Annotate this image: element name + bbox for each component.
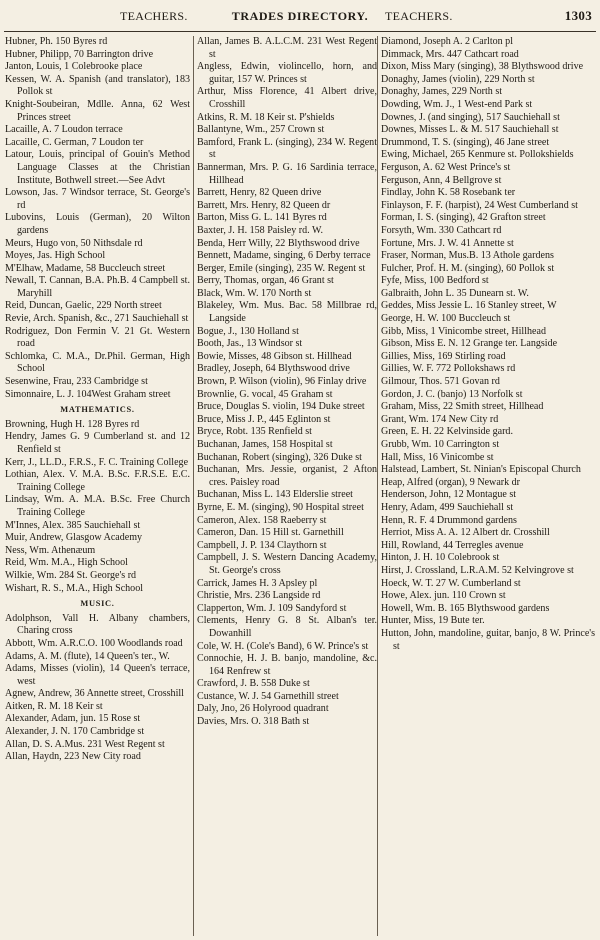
- directory-entry: Davies, Mrs. O. 318 Bath st: [197, 716, 310, 728]
- directory-entry: Donaghy, James (violin), 229 North st: [381, 73, 535, 85]
- directory-entry: Bruce, Miss J. P., 445 Eglinton st: [197, 413, 331, 425]
- directory-entry: Hall, Miss, 16 Vinicombe st: [381, 451, 494, 463]
- directory-entry: Blakeley, Wm. Mus. Bac. 58 Millbrae rd, Langside: [197, 300, 377, 325]
- directory-entry: Christie, Mrs. 236 Langside rd: [197, 590, 321, 602]
- directory-entry: Halstead, Lambert, St. Ninian's Episcopal Church: [381, 464, 581, 476]
- directory-entry: Gordon, J. C. (banjo) 13 Norfolk st: [381, 388, 523, 400]
- directory-entry: M'Innes, Alex. 385 Sauchiehall st: [5, 519, 141, 531]
- directory-entry: Campbell, J. S. Western Dancing Academy, St. George's cross: [197, 552, 377, 576]
- directory-column-2: [193, 36, 377, 936]
- directory-entry: Atkins, R. M. 18 Keir st. P'shields: [197, 111, 335, 123]
- directory-entry: Meurs, Hugo von, 50 Nithsdale rd: [5, 237, 143, 249]
- section-heading: MATHEMATICS.: [60, 405, 135, 415]
- directory-entry: Bogue, J., 130 Holland st: [197, 325, 299, 337]
- directory-entry: Schlomka, C. M.A., Dr.Phil. German, High School: [5, 350, 190, 375]
- directory-entry: Hirst, J. Crossland, L.R.A.M. 52 Kelvingrove st: [381, 564, 574, 576]
- directory-entry: Janton, Louis, 1 Colebrooke place: [5, 61, 143, 73]
- directory-entry: Connochie, H. J. B. banjo, mandoline, &c. 164 Renfrew st: [197, 653, 377, 677]
- directory-entry: Muir, Andrew, Glasgow Academy: [5, 532, 143, 544]
- directory-entry: Arthur, Miss Florence, 41 Albert drive, Crosshill: [197, 86, 377, 110]
- header-left-label: TEACHERS.: [120, 9, 188, 23]
- directory-entry: Moyes, Jas. High School: [5, 250, 106, 262]
- directory-entry: Carrick, James H. 3 Apsley pl: [197, 577, 318, 589]
- directory-entry: Berger, Emile (singing), 235 W. Regent st: [197, 262, 366, 274]
- directory-entry: Donaghy, James, 229 North st: [381, 86, 503, 98]
- directory-entry: Henn, R. F. 4 Drummond gardens: [381, 514, 517, 526]
- directory-entry: Barrett, Mrs. Henry, 82 Queen dr: [197, 199, 331, 211]
- directory-entry: Hunter, Miss, 19 Bute ter.: [381, 615, 485, 627]
- directory-entry: Howe, Alex. jun. 110 Crown st: [381, 590, 506, 602]
- directory-entry: Custance, W. J. 54 Garnethill street: [197, 690, 339, 702]
- directory-entry: Hoeck, W. T. 27 W. Cumberland st: [381, 577, 521, 589]
- directory-entry: Fulcher, Prof. H. M. (singing), 60 Pollok st: [381, 262, 555, 274]
- directory-entry: Revie, Arch. Spanish, &c., 271 Sauchiehall st: [5, 313, 189, 325]
- directory-entry: Cameron, Alex. 158 Raeberry st: [197, 514, 327, 526]
- directory-entry: Hutton, John, mandoline, guitar, banjo, 8 W. Prince's st: [381, 627, 595, 652]
- directory-entry: Angless, Edwin, violincello, horn, and guitar, 157 W. Princes st: [197, 61, 377, 85]
- directory-entry: Gilmour, Thos. 571 Govan rd: [381, 376, 500, 388]
- directory-entry: Dixon, Miss Mary (singing), 38 Blythswood drive: [381, 61, 584, 73]
- directory-entry: Herriot, Miss A. A. 12 Albert dr. Crosshill: [381, 527, 550, 539]
- directory-entry: Aitken, R. M. 18 Keir st: [5, 700, 103, 712]
- directory-entry: Fortune, Mrs. J. W. 41 Annette st: [381, 237, 514, 249]
- directory-entry: Gibson, Miss E. N. 12 Grange ter. Langside: [381, 338, 558, 350]
- directory-entry: Barton, Miss G. L. 141 Byres rd: [197, 212, 327, 224]
- directory-entry: Lacaille, C. German, 7 Loudon ter: [5, 136, 144, 148]
- directory-entry: George, H. W. 100 Buccleuch st: [381, 313, 511, 325]
- directory-entry: Abbott, Wm. A.R.C.O. 100 Woodlands road: [5, 637, 183, 649]
- directory-entry: Bowie, Misses, 48 Gibson st. Hillhead: [197, 350, 352, 362]
- directory-entry: Allan, James B. A.L.C.M. 231 West Regent st: [197, 36, 377, 60]
- directory-entry: Agnew, Andrew, 36 Annette street, Crosshill: [5, 688, 184, 700]
- directory-entry: Adams, A. M. (flute), 14 Queen's ter., W.: [5, 650, 170, 662]
- directory-entry: Bryce, Robt. 135 Renfield st: [197, 426, 312, 438]
- directory-entry: Gillies, W. F. 772 Pollokshaws rd: [381, 363, 516, 375]
- directory-entry: Berry, Thomas, organ, 46 Grant st: [197, 275, 334, 287]
- directory-entry: Howell, Wm. B. 165 Blythswood gardens: [381, 602, 550, 614]
- directory-entry: Cameron, Dan. 15 Hill st. Garnethill: [197, 527, 344, 539]
- directory-entry: Downes, J. (and singing), 517 Sauchiehall st: [381, 111, 560, 123]
- directory-entry: Downes, Misses L. & M. 517 Sauchiehall st: [381, 124, 559, 136]
- directory-entry: Gibb, Miss, 1 Vinicombe street, Hillhead: [381, 325, 546, 337]
- directory-entry: Lindsay, Wm. A. M.A. B.Sc. Free Church Training College: [5, 494, 190, 518]
- directory-entry: Adolphson, Vall H. Albany chambers, Charing cross: [5, 612, 190, 637]
- directory-entry: Hendry, James G. 9 Cumberland st. and 12 Renfield st: [5, 431, 190, 455]
- directory-entry: Lothian, Alex. V. M.A. B.Sc. F.R.S.E. E.C. Training College: [5, 469, 190, 493]
- directory-entry: Simonnaire, L. J. 104West Graham street: [5, 388, 171, 400]
- directory-entry: Newall, T. Cannan, B.A. Ph.B. 4 Campbell st. Maryhill: [5, 275, 190, 299]
- directory-entry: Fyfe, Miss, 100 Bedford st: [381, 275, 489, 287]
- section-heading: MUSIC.: [80, 599, 115, 609]
- directory-entry: Dowding, Wm. J., 1 West-end Park st: [381, 98, 533, 110]
- directory-entry: Benda, Herr Willy, 22 Blythswood drive: [197, 237, 360, 249]
- directory-entry: Wishart, R. S., M.A., High School: [5, 582, 144, 594]
- directory-entry: Hubner, Ph. 150 Byres rd: [5, 36, 108, 47]
- directory-entry: Lowson, Jas. 7 Windsor terrace, St. George's rd: [5, 187, 190, 211]
- directory-entry: Heap, Alfred (organ), 9 Newark dr: [381, 476, 521, 488]
- directory-entry: Lubovins, Louis (German), 20 Wilton gardens: [5, 212, 190, 236]
- directory-entry: Buchanan, Robert (singing), 326 Duke st: [197, 451, 362, 463]
- directory-column-3: [377, 36, 595, 936]
- directory-entry: Bannerman, Mrs. P. G. 16 Sardinia terrace, Hillhead: [197, 161, 377, 186]
- directory-entry: Clements, Henry G. 8 St. Alban's ter. Dowanhill: [197, 615, 377, 639]
- directory-entry: Buchanan, Miss L. 143 Elderslie street: [197, 489, 353, 501]
- directory-entry: Crawford, J. B. 558 Duke st: [197, 678, 310, 690]
- directory-entry: Findlay, John K. 58 Rosebank ter: [381, 187, 516, 199]
- directory-entry: Rodriguez, Don Fermin V. 21 Gt. Western road: [5, 325, 190, 350]
- directory-column-1: [5, 36, 190, 936]
- directory-entry: Sesenwine, Frau, 233 Cambridge st: [5, 376, 148, 388]
- directory-entry: Lacaille, A. 7 Loudon terrace: [5, 124, 123, 136]
- directory-entry: Black, Wm. W. 170 North st: [197, 287, 312, 299]
- directory-entry: Geddes, Miss Jessie L. 16 Stanley street, W: [381, 300, 557, 312]
- directory-entry: Diamond, Joseph A. 2 Carlton pl: [381, 36, 513, 47]
- directory-entry: Barrett, Henry, 82 Queen drive: [197, 187, 322, 199]
- directory-entry: Dimmack, Mrs. 447 Cathcart road: [381, 48, 519, 60]
- directory-entry: Adams, Misses (violin), 14 Queen's terrace, west: [5, 663, 190, 687]
- directory-entry: Bamford, Frank L. (singing), 234 W. Regent st: [197, 136, 377, 161]
- directory-entry: Finlayson, F. F. (harpist), 24 West Cumberland st: [381, 199, 578, 211]
- directory-entry: Graham, Miss, 22 Smith street, Hillhead: [381, 401, 544, 413]
- directory-entry: Fraser, Norman, Mus.B. 13 Athole gardens: [381, 250, 554, 262]
- directory-entry: Knight-Soubeiran, Mdlle. Anna, 62 West Princes street: [5, 98, 190, 123]
- directory-entry: Forsyth, Wm. 330 Cathcart rd: [381, 224, 502, 236]
- directory-entry: Forman, I. S. (singing), 42 Grafton street: [381, 212, 546, 224]
- directory-entry: Hinton, J. H. 10 Colebrook st: [381, 552, 500, 564]
- page-header: [8, 6, 592, 26]
- directory-entry: Hill, Rowland, 44 Terregles avenue: [381, 539, 524, 551]
- directory-entry: Brownlie, G. vocal, 45 Graham st: [197, 388, 333, 400]
- directory-entry: Booth, Jas., 13 Windsor st: [197, 338, 303, 350]
- directory-entry: Gillies, Miss, 169 Stirling road: [381, 350, 506, 362]
- header-right-label: TEACHERS.: [385, 9, 453, 23]
- directory-entry: Grant, Wm. 174 New City rd: [381, 413, 499, 425]
- directory-entry: Alexander, J. N. 170 Cambridge st: [5, 726, 145, 738]
- directory-entry: Hubner, Philipp, 70 Barrington drive: [5, 48, 154, 60]
- directory-entry: Browning, Hugh H. 128 Byres rd: [5, 418, 140, 430]
- directory-entry: Green, E. H. 22 Kelvinside gard.: [381, 426, 513, 438]
- directory-entry: Wilkie, Wm. 284 St. George's rd: [5, 569, 137, 581]
- directory-entry: Galbraith, John L. 35 Dunearn st. W.: [381, 287, 529, 299]
- directory-entry: Allan, Haydn, 223 New City road: [5, 751, 141, 763]
- page-number: 1303: [564, 8, 592, 23]
- directory-entry: Cole, W. H. (Cole's Band), 6 W. Prince's st: [197, 640, 369, 652]
- directory-entry: Bruce, Douglas S. violin, 194 Duke street: [197, 401, 365, 413]
- header-title: TRADES DIRECTORY.: [231, 9, 369, 23]
- directory-entry: Ferguson, Ann, 4 Bellgrove st: [381, 174, 502, 186]
- directory-entry: Daly, Jno, 26 Holyrood quadrant: [197, 703, 329, 715]
- header-rule: [4, 31, 596, 32]
- directory-entry: Ballantyne, Wm., 257 Crown st: [197, 124, 325, 136]
- directory-entry: Reid, Wm. M.A., High School: [5, 557, 128, 569]
- directory-entry: Alexander, Adam, jun. 15 Rose st: [5, 713, 141, 725]
- directory-entry: Buchanan, James, 158 Hospital st: [197, 439, 333, 450]
- directory-entry: Kerr, J., LL.D., F.R.S., F. C. Training College: [5, 456, 189, 468]
- directory-entry: Reid, Duncan, Gaelic, 229 North street: [5, 300, 162, 312]
- directory-entry: Kessen, W. A. Spanish (and translator), 183 Pollok st: [5, 73, 190, 98]
- directory-entry: Henry, Adam, 499 Sauchiehall st: [381, 501, 514, 513]
- directory-entry: Henderson, John, 12 Montague st: [381, 489, 517, 501]
- directory-entry: Ness, Wm. Athenæum: [5, 544, 96, 556]
- directory-entry: Grubb, Wm. 10 Carrington st: [381, 439, 500, 450]
- directory-entry: Buchanan, Mrs. Jessie, organist, 2 Afton cres. Paisley road: [197, 464, 377, 488]
- directory-entry: Ferguson, A. 62 West Prince's st: [381, 161, 511, 173]
- directory-entry: Allan, D. S. A.Mus. 231 West Regent st: [5, 738, 165, 750]
- directory-entry: Drummond, T. S. (singing), 46 Jane street: [381, 136, 550, 148]
- directory-entry: Clapperton, Wm. J. 109 Sandyford st: [197, 602, 347, 614]
- directory-entry: Baxter, J. H. 158 Paisley rd. W.: [197, 224, 324, 236]
- directory-entry: Ewing, Michael, 265 Kenmure st. Pollokshields: [381, 149, 574, 161]
- directory-entry: Byrne, E. M. (singing), 90 Hospital street: [197, 501, 364, 513]
- directory-entry: Campbell, J. P. 134 Claythorn st: [197, 539, 327, 551]
- directory-entry: Brown, P. Wilson (violin), 96 Finlay drive: [197, 376, 367, 388]
- directory-entry: Bennett, Madame, singing, 6 Derby terrace: [197, 250, 371, 262]
- directory-entry: Bradley, Joseph, 64 Blythswood drive: [197, 363, 350, 375]
- directory-entry: M'Elhaw, Madame, 58 Buccleuch street: [5, 262, 166, 274]
- directory-entry: Latour, Louis, principal of Gouin's Method Language Classes at the Christian Institute, Bothwell street.—See Advt: [5, 149, 190, 186]
